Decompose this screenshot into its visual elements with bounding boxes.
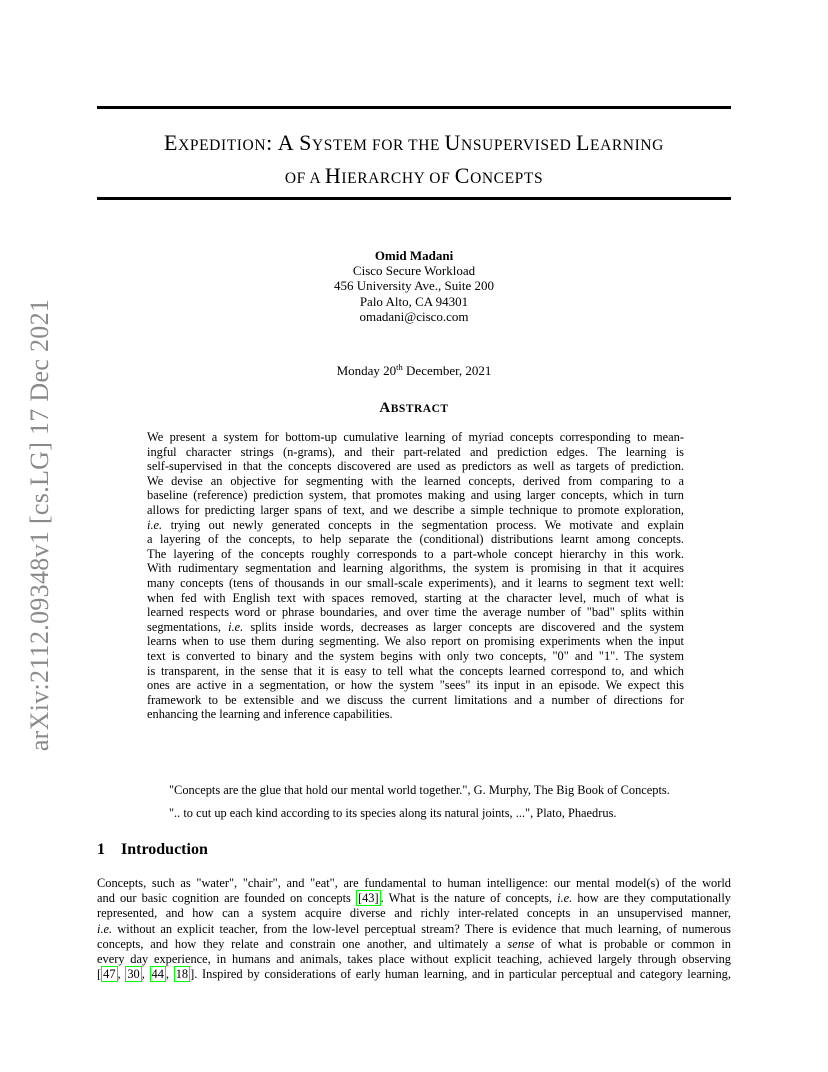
citation-link[interactable]: 18 xyxy=(175,967,189,982)
abstract-line: With rudimentary segmentation and learning algorithms, the system is promising in that it acquires xyxy=(147,561,684,576)
abstract-line: enhancing the learning and inference capabilities. xyxy=(147,707,393,722)
citation-link[interactable]: 30 xyxy=(127,967,140,982)
abstract-line: when fed with English text with spaces removed, starting at the character level, much of what is xyxy=(147,590,684,605)
title-text: YSTEM FOR THE xyxy=(311,137,445,154)
title-text: : A xyxy=(266,130,300,155)
title-text: U xyxy=(444,130,462,155)
title-text: ONCEPTS xyxy=(470,170,544,187)
intro-italic-text: i.e. xyxy=(557,891,573,906)
abstract-line: We devise an objective for segmenting with the learned concepts, derived from comparing to a xyxy=(147,473,684,488)
abstract-line: baseline (reference) prediction system, that promotes making and using larger concepts, which in turn xyxy=(147,488,684,503)
title-text: EARNING xyxy=(590,137,664,154)
author-block xyxy=(97,248,731,324)
title-text: XPEDITION xyxy=(178,137,267,154)
epigraph-quote-plato: ".. to cut up each kind according to its species along its natural joints, ...", Plato, Phaedrus. xyxy=(169,806,617,820)
abstract-heading xyxy=(97,400,731,417)
epigraph-quote-murphy: "Concepts are the glue that hold our mental world together.", G. Murphy, The Big Book of Concepts. xyxy=(169,783,670,797)
abstract-italic-text: i.e. xyxy=(147,517,163,532)
title-bottom-rule xyxy=(97,197,731,200)
intro-text: ] xyxy=(190,967,195,982)
intro-italic-text: sense xyxy=(507,936,535,951)
section-heading-introduction xyxy=(97,841,208,859)
title-line-2 xyxy=(97,161,731,194)
intro-italic-text: i.e. xyxy=(97,921,113,936)
abstract-line: learned respects word or phrase boundaries, and over time the average number of "bad" splits within xyxy=(147,605,684,620)
intro-line: every day experience, in humans and animals, takes place without explicit teaching, achieved largely through observing xyxy=(97,952,731,967)
intro-text: [ xyxy=(97,967,102,982)
abstract-line: text is converted to binary and the system begins with only two concepts, "0" and "1". The system xyxy=(147,648,684,663)
title-text: L xyxy=(575,130,590,155)
abstract-line: many concepts (tens of thousands in our small-scale experiments), and it learns to segment text well: xyxy=(147,575,684,590)
abstract-line: The layering of the concepts roughly corresponds to a part-whole concept hierarchy in this work. xyxy=(147,546,684,561)
intro-line: [ 47 , 30 , 44 , 18 ]. Inspired by considerations of early human learning, and in particular perceptual and category learning, xyxy=(97,967,731,982)
author-address-line-2: Palo Alto, CA 94301 xyxy=(359,293,469,309)
title-text: NSUPERVISED xyxy=(461,137,576,154)
title-text: C xyxy=(454,163,471,188)
title-top-rule xyxy=(97,106,731,109)
title-text: S xyxy=(299,130,312,155)
paper-title xyxy=(97,128,731,194)
section-title: Introduction xyxy=(121,841,208,858)
date-text: December, 2021 xyxy=(402,363,492,378)
title-text: IERARCHY OF xyxy=(341,170,455,187)
intro-line xyxy=(97,922,731,937)
title-text: H xyxy=(324,163,342,188)
abstract-heading-text: A xyxy=(379,400,391,416)
author-affiliation: Cisco Secure Workload xyxy=(352,263,476,279)
abstract-line: ingful character strings (n-grams), and their part-related and prediction edges. The learning is xyxy=(147,444,684,459)
title-text: E xyxy=(164,130,179,155)
abstract-line xyxy=(147,620,684,635)
abstract-line: a layering of the concepts, to help separate the (conditional) distributions learnt among concepts. xyxy=(147,532,684,547)
intro-line: Concepts, such as "water", "chair", and "eat", are fundamental to human intelligence: our mental model(s) of the world xyxy=(97,876,731,890)
abstract-text: trying out newly generated concepts in the segmentation process. We motivate and explain xyxy=(162,517,684,532)
introduction-body xyxy=(97,876,731,982)
abstract-line: is transparent, in the sense that it is easy to tell what the concepts learned correspond to, and which xyxy=(147,663,684,678)
intro-text: how are they computationally xyxy=(572,891,731,906)
abstract-line: allows for predicting larger spans of text, and we describe a simple technique to promote exploration, xyxy=(147,502,684,517)
abstract-body xyxy=(147,430,684,722)
abstract-line: self-supervised in that the concepts discovered are used as predictors as well as targets of prediction. xyxy=(147,459,684,474)
abstract-italic-text: i.e. xyxy=(228,619,244,634)
abstract-line: framework to be extensible and we discuss the current limitations and a number of directions for xyxy=(147,692,684,707)
date-text: Monday 20 xyxy=(336,363,397,378)
intro-line xyxy=(97,937,731,952)
arxiv-identifier-text: arXiv:2112.09348v1 [cs.LG] 17 Dec 2021 xyxy=(25,298,54,752)
paper-date xyxy=(97,363,731,379)
arxiv-identifier-stamp xyxy=(14,285,66,765)
title-line-1 xyxy=(97,128,731,161)
date-superscript: th xyxy=(396,362,403,372)
abstract-text: segmentations, xyxy=(147,619,229,634)
title-text: OF A xyxy=(284,170,325,187)
intro-text: . What is the nature of concepts, xyxy=(380,891,558,906)
abstract-line: learns when to use them during segmenting. We also report on promising experiments when the input xyxy=(147,634,684,649)
author-name: Omid Madani xyxy=(374,248,454,263)
citation-link[interactable]: 44 xyxy=(151,967,164,982)
intro-text: . Inspired by considerations of early human learning, and in particular perceptual and category learning, xyxy=(194,967,731,982)
abstract-line: ones are active in a segmentation, or how the system "sees" its input in an episode. We expect this xyxy=(147,678,684,693)
abstract-line xyxy=(147,518,684,533)
intro-text: concepts, and how they relate and constrain one another, and ultimately a xyxy=(97,936,508,951)
intro-line: represented, and how can a system acquire diverse and richly inter-related concepts in an unsupervised manner, xyxy=(97,906,731,921)
author-email[interactable]: omadani@cisco.com xyxy=(359,308,469,324)
abstract-line: We present a system for bottom-up cumulative learning of myriad concepts corresponding to mean- xyxy=(147,430,684,444)
citation-link[interactable]: 47 xyxy=(103,967,116,982)
abstract-text: splits inside words, decreases as larger concepts are discovered and the system xyxy=(243,619,684,634)
intro-line xyxy=(97,891,731,906)
intro-text: and our basic cognition are founded on concepts xyxy=(97,891,356,906)
abstract-heading-text: BSTRACT xyxy=(390,403,449,415)
citation-link[interactable]: [43] xyxy=(357,891,379,906)
author-address-line-1: 456 University Ave., Suite 200 xyxy=(333,278,495,294)
intro-text: without an explicit teacher, from the low-level perceptual stream? There is evidence that much learning, of numerous xyxy=(112,921,731,936)
section-number: 1 xyxy=(97,841,105,858)
intro-text: of what is probable or common in xyxy=(534,936,731,951)
